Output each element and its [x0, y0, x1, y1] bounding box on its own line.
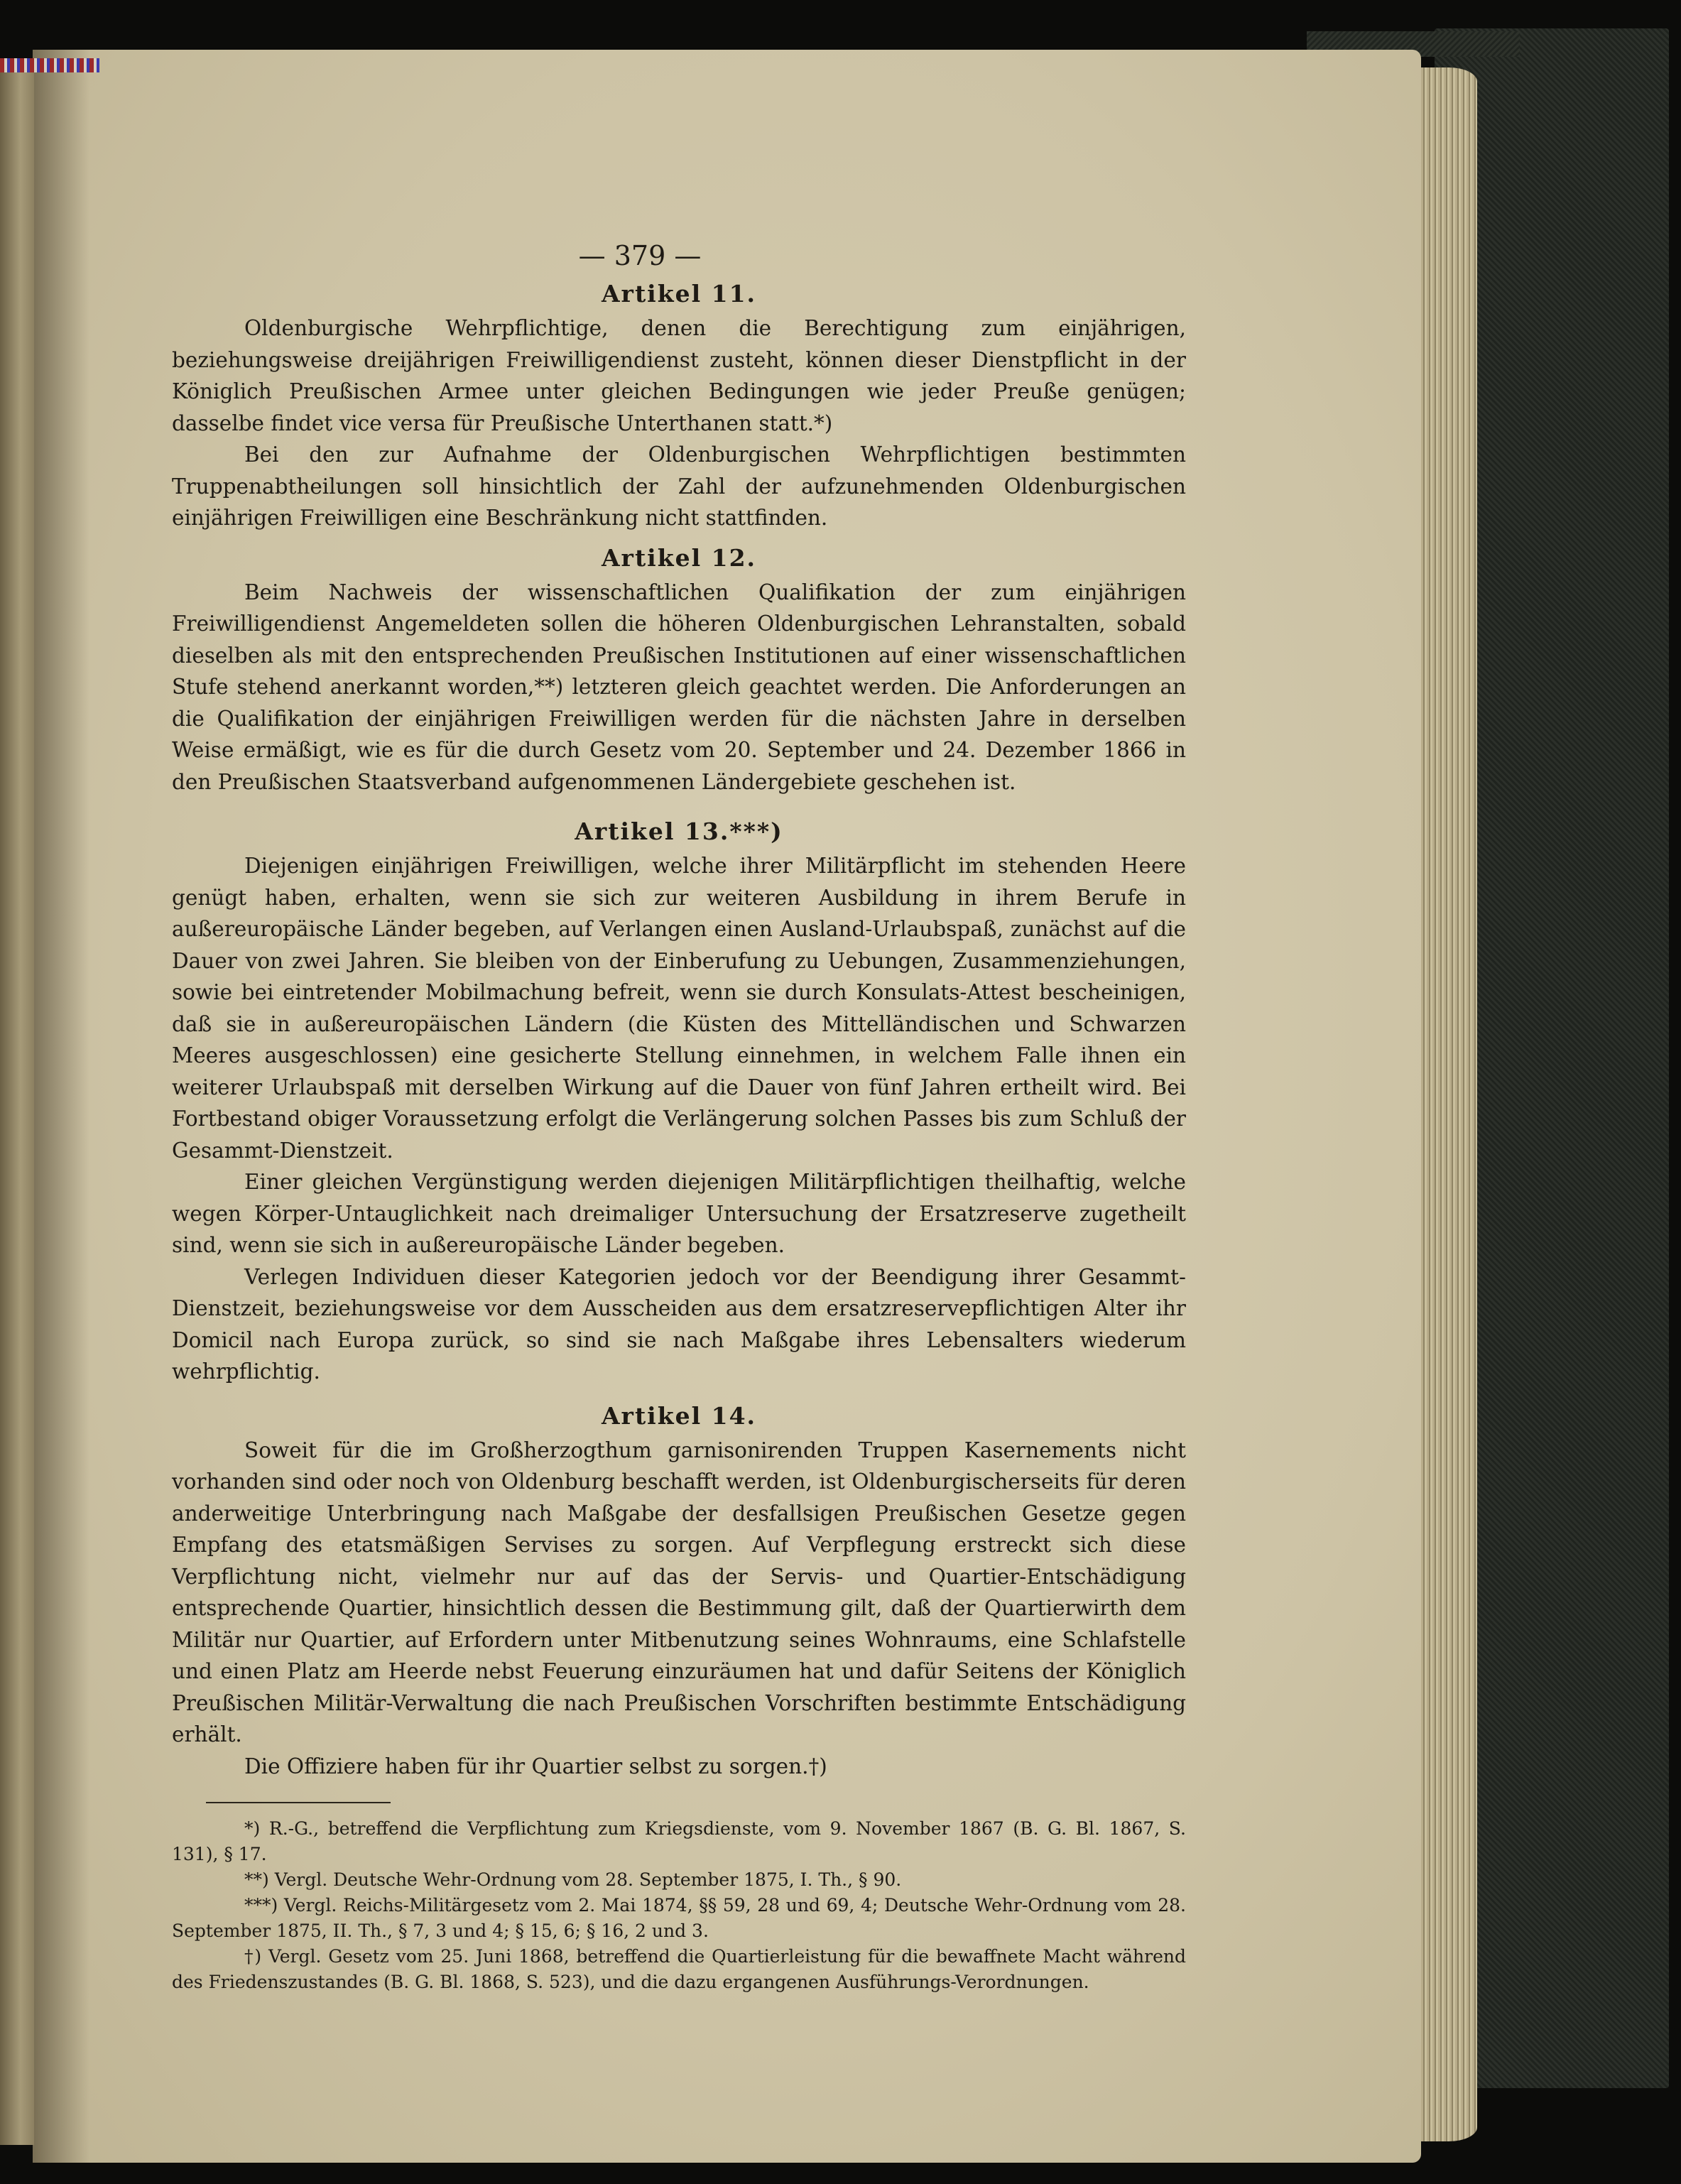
paragraph: Verlegen Individuen dieser Kategorien jedoch vor der Beendigung ihrer Gesammt-Dienstzeit, beziehungsweise vor dem Ausscheiden aus dem ersatzreservepflichtigen Alter ihr Domicil nach Europa zurück, so sind sie nach Maßgabe ihres Lebensalters wiederum wehrpflichtig. [172, 1264, 1186, 1384]
article-11 [172, 276, 1186, 534]
page-number: — 379 — [578, 240, 702, 271]
article-13 [172, 813, 1186, 1388]
footnote: †) Vergl. Gesetz vom 25. Juni 1868, betreffend die Quartierleistung für die bewaffnete Macht während des Friedenszustandes (B. G. Bl. 1868, S. 523), und die dazu ergangenen Ausführungs-Verordnungen. [172, 1946, 1186, 1992]
left-page-edge [0, 64, 34, 2145]
paragraph: Oldenburgische Wehrpflichtige, denen die Berechtigung zum einjährigen, beziehungsweise dreijährigen Freiwilligendienst zusteht, können dieser Dienstpflicht in der Königlich Preußischen Armee unter gleichen Bedingungen wie jeder Preuße genügen; dasselbe findet vice versa für Preußische Unterthanen statt.*) [172, 316, 1186, 435]
footnote-divider [206, 1802, 391, 1803]
article-14 [172, 1398, 1186, 1783]
article-12 [172, 540, 1186, 798]
paragraph: Diejenigen einjährigen Freiwilligen, welche ihrer Militärpflicht im stehenden Heere genügt haben, erhalten, wenn sie sich zur weiteren Ausbildung in ihrem Berufe in außereuropäische Länder begeben, auf Verlangen einen Ausland-Urlaubspaß, zunächst auf die Dauer von zwei Jahren. Sie bleiben von der Einberufung zu Uebungen, Zusammenziehungen, sowie bei eintretender Mobilmachung befreit, wenn sie durch Konsulats-Attest bescheinigen, daß sie in außereuropäischen Ländern (die Küsten des Mittelländischen und Schwarzen Meeres ausgeschlossen) eine gesicherte Stellung einnehmen, in welchem Falle ihnen ein weiterer Urlaubspaß mit derselben Wirkung auf die Dauer von fünf Jahren ertheilt wird. Bei Fortbestand obiger Voraussetzung erfolgt die Verlängerung solchen Passes bis zum Schluß der Gesammt-Dienstzeit. [172, 854, 1186, 1163]
article-heading: Artikel 13.***) [575, 817, 783, 845]
paragraph: Bei den zur Aufnahme der Oldenburgischen Wehrpflichtigen bestimmten Truppenabtheilungen soll hinsichtlich der Zahl der aufzunehmenden Oldenburgischen einjährigen Freiwilligen eine Beschränkung nicht stattfinden. [172, 442, 1186, 530]
article-heading: Artikel 14. [601, 1401, 757, 1430]
headband [0, 58, 99, 72]
page-gutter-shadow [33, 50, 89, 2163]
footnotes [172, 1816, 1186, 1995]
footnote: **) Vergl. Deutsche Wehr-Ordnung vom 28. September 1875, I. Th., § 90. [244, 1869, 902, 1890]
paragraph: Soweit für die im Großherzogthum garnisonirenden Truppen Kasernements nicht vorhanden sind oder noch von Oldenburg beschafft werden, ist Oldenburgischerseits für deren anderweitige Unterbringung nach Maßgabe der desfallsigen Preußischen Gesetze gegen Empfang des etatsmäßigen Servises zu sorgen. Auf Verpflegung erstreckt sich diese Verpflichtung nicht, vielmehr nur auf das der Servis- und Quartier-Entschädigung entsprechende Quartier, hinsichtlich dessen die Bestimmung gilt, daß der Quartierwirth dem Militär nur Quartier, auf Erfordern unter Mitbenutzung seines Wohnraums, eine Schlafstelle und einen Platz am Heerde nebst Feuerung einzuräumen hat und dafür Seitens der Königlich Preußischen Militär-Verwaltung die nach Preußischen Vorschriften bestimmte Entschädigung erhält. [172, 1438, 1186, 1746]
page-content [172, 234, 1186, 1995]
footnote: ***) Vergl. Reichs-Militärgesetz vom 2. Mai 1874, §§ 59, 28 und 69, 4; Deutsche Wehr-Ordnung vom 28. September 1875, II. Th., § 7, 3 und 4; § 15, 6; § 16, 2 und 3. [172, 1895, 1186, 1941]
paragraph: Beim Nachweis der wissenschaftlichen Qualifikation der zum einjährigen Freiwilligendienst Angemeldeten sollen die höheren Oldenburgischen Lehranstalten, sobald dieselben als mit den entsprechenden Preußischen Institutionen auf einer wissenschaftlichen Stufe stehend anerkannt worden,**) letzteren gleich geachtet werden. Die Anforderungen an die Qualifikation der einjährigen Freiwilligen werden für die nächsten Jahre in derselben Weise ermäßigt, wie es für die durch Gesetz vom 20. September und 24. Dezember 1866 in den Preußischen Staatsverband aufgenommenen Ländergebiete geschehen ist. [172, 580, 1186, 794]
article-heading: Artikel 11. [601, 280, 757, 308]
footnote: *) R.-G., betreffend die Verpflichtung zum Kriegsdienste, vom 9. November 1867 (B. G. Bl. 1867, S. 131), § 17. [172, 1818, 1186, 1864]
article-heading: Artikel 12. [601, 543, 757, 572]
paragraph: Die Offiziere haben für ihr Quartier selbst zu sorgen.†) [244, 1754, 827, 1778]
paragraph: Einer gleichen Vergünstigung werden diejenigen Militärpflichtigen theilhaftig, welche wegen Körper-Untauglichkeit nach dreimaliger Untersuchung der Ersatzreserve zugetheilt sind, wenn sie sich in außereuropäische Länder begeben. [172, 1170, 1186, 1257]
